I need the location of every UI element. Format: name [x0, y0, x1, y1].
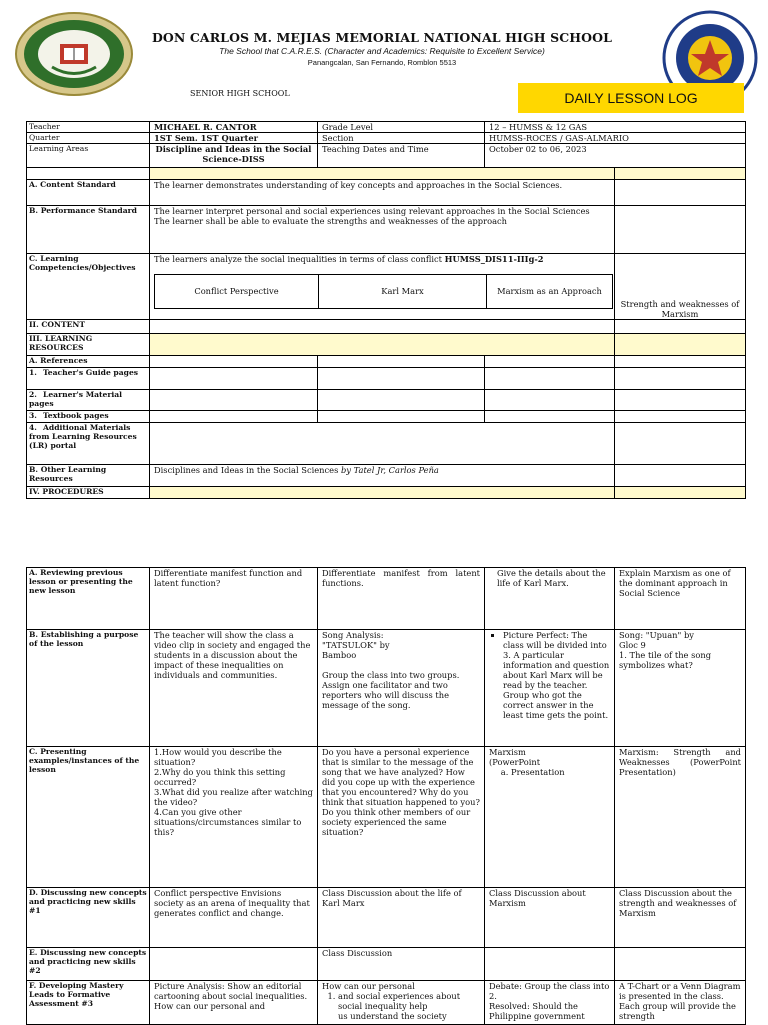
purpose-day4: Song: "Upuan" by Gloc 9 1. The tile of the song symbolizes what? [615, 630, 746, 747]
content-standard-label: A. Content Standard [27, 180, 150, 206]
mastery-day1: Picture Analysis: Show an editorial cartooning about social inequalities. How can our personal and [150, 981, 318, 1025]
lr-portal-label: 4. Additional Materials from Learning Resources (LR) portal [27, 423, 150, 465]
mastery-day3: Debate: Group the class into 2. Resolved: Should the Philippine government [485, 981, 615, 1025]
tg-pages-label: 1. Teacher's Guide pages [27, 368, 150, 390]
day-topics-table [154, 274, 613, 309]
purpose-day3: ▪ Picture Perfect: The class will be divided into 3. A particular information and question about Karl Marx will be read by the teacher. Group who got the correct answer in the least time gets the point. [485, 630, 615, 747]
document-title: DAILY LESSON LOG [518, 83, 744, 113]
textbook-pages-label: 3. Textbook pages [27, 411, 150, 423]
mastery-label: F. Developing Mastery Leads to Formative Assessment #3 [27, 981, 150, 1025]
areas-value: Discipline and Ideas in the Social Science-DISS [150, 144, 318, 168]
competency [150, 254, 615, 274]
other-resources: Disciplines and Ideas in the Social Sciences by Tatel Jr, Carlos Peña [150, 465, 615, 487]
review-label: A. Reviewing previous lesson or presenting the new lesson [27, 568, 150, 630]
competency-label: C. Learning Competencies/Objectives [27, 254, 150, 320]
mastery-day4: A T-Chart or a Venn Diagram is presented in the class. Each group will provide the strength [615, 981, 746, 1025]
quarter-value: 1ST Sem. 1ST Quarter [150, 133, 318, 144]
discuss1-day3: Class Discussion about Marxism [485, 888, 615, 948]
performance-standard-label: B. Performance Standard [27, 206, 150, 254]
teacher-label: Teacher [27, 122, 150, 133]
teacher-value: MICHAEL R. CANTOR [150, 122, 318, 133]
performance-standard-1: The learner interpret personal and social experiences using relevant approaches in the Social Sciences [154, 206, 590, 216]
performance-standard-2: The learner shall be able to evaluate the strengths and weaknesses of the approach [154, 216, 508, 226]
lesson-info-table [26, 121, 746, 499]
examples-day2: Do you have a personal experience that is similar to the message of the song that we have analyzed? How did you cope up with the experience that you encountered? Why do you think that situation happened to you? Do you think other members of our society experienced the same situation? [318, 747, 485, 888]
mastery-day2: How can our personal 1. and social experiences about social inequality help us understand the society [318, 981, 485, 1025]
review-day1: Differentiate manifest function and latent function? [150, 568, 318, 630]
dates-value: October 02 to 06, 2023 [485, 144, 746, 168]
other-resources-label: B. Other Learning Resources [27, 465, 150, 487]
review-day2: Differentiate manifest from latent functions. [318, 568, 485, 630]
review-day4: Explain Marxism as one of the dominant approach in Social Science [615, 568, 746, 630]
day4-topic: Strength and weaknesses of Marxism [615, 274, 746, 320]
day1-topic: Conflict Perspective [155, 274, 319, 308]
section-label: Section [318, 133, 485, 144]
discuss1-label: D. Discussing new concepts and practicing new skills #1 [27, 888, 150, 948]
content-heading: II. CONTENT [27, 320, 150, 334]
grade-value: 12 – HUMSS & 12 GAS [485, 122, 746, 133]
school-motto: The School that C.A.R.E.S. (Character and Academics: Requisite to Excellent Service) [219, 46, 545, 56]
quarter-label: Quarter [27, 133, 150, 144]
discuss2-day2: Class Discussion [318, 948, 485, 981]
references-heading: A. References [27, 356, 150, 368]
discuss1-day2: Class Discussion about the life of Karl Marx [318, 888, 485, 948]
day3-topic: Marxism as an Approach [487, 274, 613, 308]
competency-text: The learners analyze the social inequalities in terms of class conflict [154, 254, 443, 264]
procedures-heading: IV. PROCEDURES [27, 487, 150, 499]
school-level: SENIOR HIGH SCHOOL [190, 89, 290, 98]
examples-day4: Marxism: Strength and Weaknesses (PowerPoint Presentation) [615, 747, 746, 888]
procedures-table [26, 567, 746, 1025]
day2-topic: Karl Marx [319, 274, 487, 308]
school-seal-logo [14, 12, 134, 96]
discuss2-label: E. Discussing new concepts and practicing new skills #2 [27, 948, 150, 981]
dates-label: Teaching Dates and Time [318, 144, 485, 168]
review-day3: Give the details about the life of Karl Marx. [485, 568, 615, 630]
examples-label: C. Presenting examples/instances of the lesson [27, 747, 150, 888]
content-standard: The learner demonstrates understanding of key concepts and approaches in the Social Sciences. [150, 180, 615, 206]
examples-day3: Marxism (PowerPoint a. Presentation [485, 747, 615, 888]
competency-code: HUMSS_DIS11-IIIg-2 [444, 254, 544, 264]
school-name: DON CARLOS M. MEJIAS MEMORIAL NATIONAL HIGH SCHOOL [151, 30, 613, 45]
areas-label: Learning Areas [27, 144, 150, 168]
resources-heading: III. LEARNING RESOURCES [27, 334, 150, 356]
grade-label: Grade Level [318, 122, 485, 133]
purpose-day1: The teacher will show the class a video clip in society and engaged the students in a discussion about the impact of these inequalities on individuals and communities. [150, 630, 318, 747]
examples-day1: 1.How would you describe the situation? 2.Why do you think this setting occurred? 3.What did you realize after watching the video? 4.Can you give other situations/circumstances similar to this? [150, 747, 318, 888]
school-address: Panangcalan, San Fernando, Romblon 5513 [307, 58, 457, 67]
purpose-day2: Song Analysis: "TATSULOK" by Bamboo Group the class into two groups. Assign one facilitator and two reporters who will discuss the message of the song. [318, 630, 485, 747]
lm-pages-label: 2. Learner's Material pages [27, 390, 150, 411]
section-value: HUMSS-ROCES / GAS-ALMARIO [485, 133, 746, 144]
discuss1-day4: Class Discussion about the strength and weaknesses of Marxism [615, 888, 746, 948]
purpose-label: B. Establishing a purpose of the lesson [27, 630, 150, 747]
performance-standard [150, 206, 615, 254]
discuss1-day1: Conflict perspective Envisions society as an arena of inequality that generates conflict and change. [150, 888, 318, 948]
